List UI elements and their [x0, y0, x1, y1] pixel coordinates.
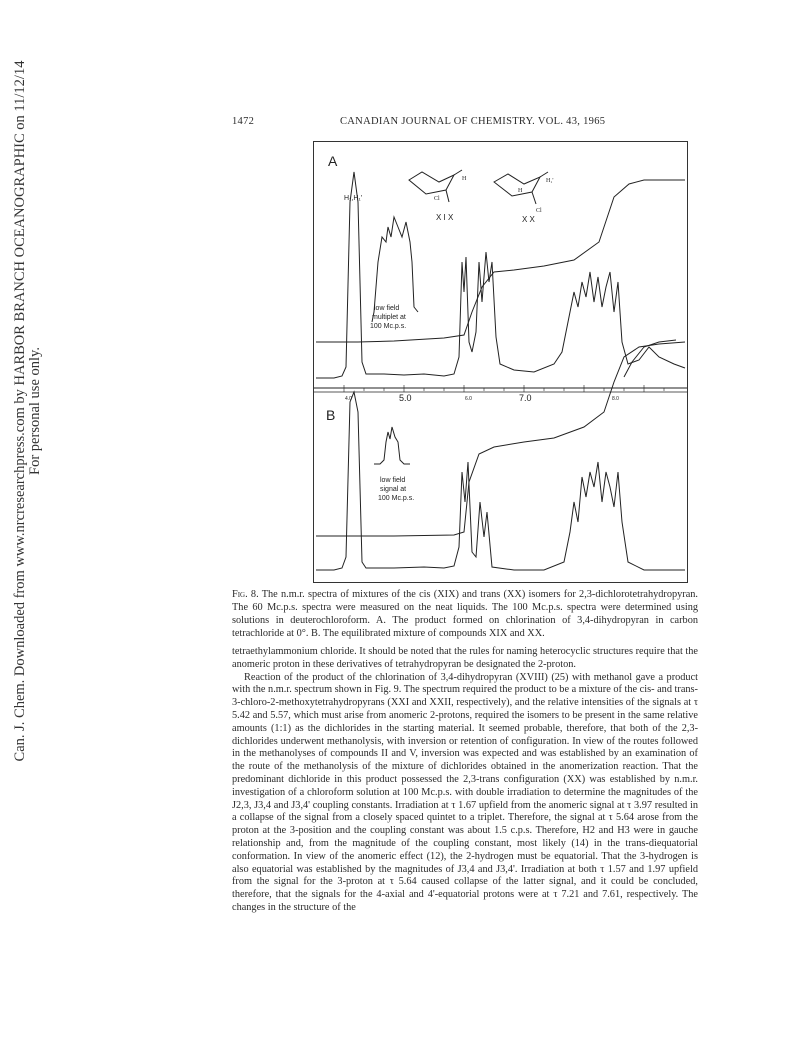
paragraph: Reaction of the product of the chlorination of 3,4-dihydropyran (XVIII) (25) with methanol gave a product with the n.m.r. spectrum shown in Fig. 9. The spectrum required the product to be a mixture of the cis- and trans-3-chloro-2-methoxytetrahydropyrans (XXI and XXII, respectively), and the relative intensities of the signals at τ 5.42 and 5.57, which must arise from anomeric 2-protons, required the isomers to be present in the same relative amounts (1:1) as the dichlorides in the starting material. It seemed probable, therefore, that both of the 2,3-dichlorides underwent methanolysis, with inversion or retention of configuration. In view of the routes followed in the methanolyses of compounds II and V, inversion was expected and was established by an examination of the route of the methanolysis of the mixture of dichlorides obtained in the anomerization reaction. That the predominant dichloride in this product possessed the 2,3-trans configuration (XX) was established by n.m.r. investigation of a chloroform solution at 100 Mc.p.s. with double irradiation to determine the magnitudes of the J2,3, J3,4 and J3,4' coupling constants. Irradiation at τ 1.67 upfield from the anomeric signal at τ 3.97 resulted in a collapse of the signal from a closely spaced quintet to a triplet. Therefore, the signal at τ 5.64 arose from the proton at the 3-position and the coupling constant was about 1.5 c.p.s. Therefore, H2 and H3 were in gauche relationship and, from the magnitude of the coupling constant, most likely (14) in the trans-diequatorial conformation. In view of the anomeric effect (12), the 2-hydrogen must be equatorial. That the 3-hydrogen is also equatorial was established by the magnitudes of J3,4 and J3,4'. Irradiation at both τ 1.57 and 1.97 upfield from the signal for the 3-proton at τ 5.64 caused collapse of the latter signal, and it could be concluded, therefore, that the signals for the 4-axial and 4'-equatorial protons were at τ 7.21 and 7.61, respectively. The changes in the structure of the [232, 671, 698, 913]
panel-b-integral [316, 342, 685, 536]
compound-xix-label: X I X [436, 213, 454, 222]
panel-b-annotation [378, 477, 414, 502]
axis-tick-label: 6.0 [465, 396, 472, 402]
download-notice-line1: Can. J. Chem. Downloaded from www.nrcresearchpress.com by HARBOR BRANCH OCEANOGRAPHIC on 11/12/14 [12, 60, 28, 762]
running-title: CANADIAN JOURNAL OF CHEMISTRY. VOL. 43, 1965 [340, 116, 606, 127]
annotation-b-line1: low field [380, 477, 406, 484]
annotation-a-line1: low field [374, 305, 400, 312]
axis-tick-label: 7.0 [519, 393, 532, 403]
structure-xix [409, 170, 467, 202]
panel-a-spectrum [316, 172, 685, 378]
page-number: 1472 [232, 116, 255, 127]
body-text [232, 646, 698, 915]
panel-b-spectrum [316, 392, 685, 570]
panel-a-label: A [328, 153, 338, 169]
panel-a-annotation [370, 305, 406, 330]
nmr-figure [313, 141, 688, 583]
svg-text:H₁': H₁' [546, 178, 554, 184]
annotation-a-line3: 100 Mc.p.s. [370, 323, 407, 330]
structure-xx [494, 172, 554, 214]
download-notice [13, 11, 43, 811]
caption-label: Fig. 8. [232, 589, 259, 600]
svg-text:Cl: Cl [434, 196, 440, 202]
svg-text:H: H [462, 176, 467, 182]
peak-label: H₁,H₁' [344, 195, 363, 202]
nmr-spectra-figure [314, 142, 687, 582]
download-notice-line2: For personal use only. [27, 347, 43, 475]
compound-xx-label: X X [522, 215, 535, 224]
panel-b-inset [374, 427, 410, 464]
svg-text:Cl: Cl [536, 208, 542, 214]
annotation-b-line3: 100 Mc.p.s. [378, 495, 415, 502]
paragraph: tetraethylammonium chloride. It should be noted that the rules for naming heterocyclic structures require that the anomeric proton in these derivatives of tetrahydropyran be designated the 2-proton. [232, 646, 698, 670]
axis-tick-label: 8.0 [612, 396, 619, 402]
chemical-shift-axis [314, 385, 687, 403]
annotation-a-line2: multiplet at [372, 314, 406, 321]
caption-text: The n.m.r. spectra of mixtures of the cis (XIX) and trans (XX) isomers for 2,3-dichlorotetrahydropyran. The 60 Mc.p.s. spectra were measured on the neat liquids. The 100 Mc.p.s. spectra were determined using solutions in deuterochloroform. A. The product formed on chlorination of 3,4-dihydropyran in carbon tetrachloride at 0°. B. The equilibrated mixture of compounds XIX and XX. [232, 589, 698, 639]
axis-tick-label: 5.0 [399, 393, 412, 403]
annotation-b-line2: signal at [380, 486, 407, 493]
axis-tick-label: 4.0 [345, 396, 352, 402]
figure-caption [232, 588, 698, 640]
panel-b-label: B [326, 407, 336, 423]
svg-text:H: H [518, 188, 523, 194]
